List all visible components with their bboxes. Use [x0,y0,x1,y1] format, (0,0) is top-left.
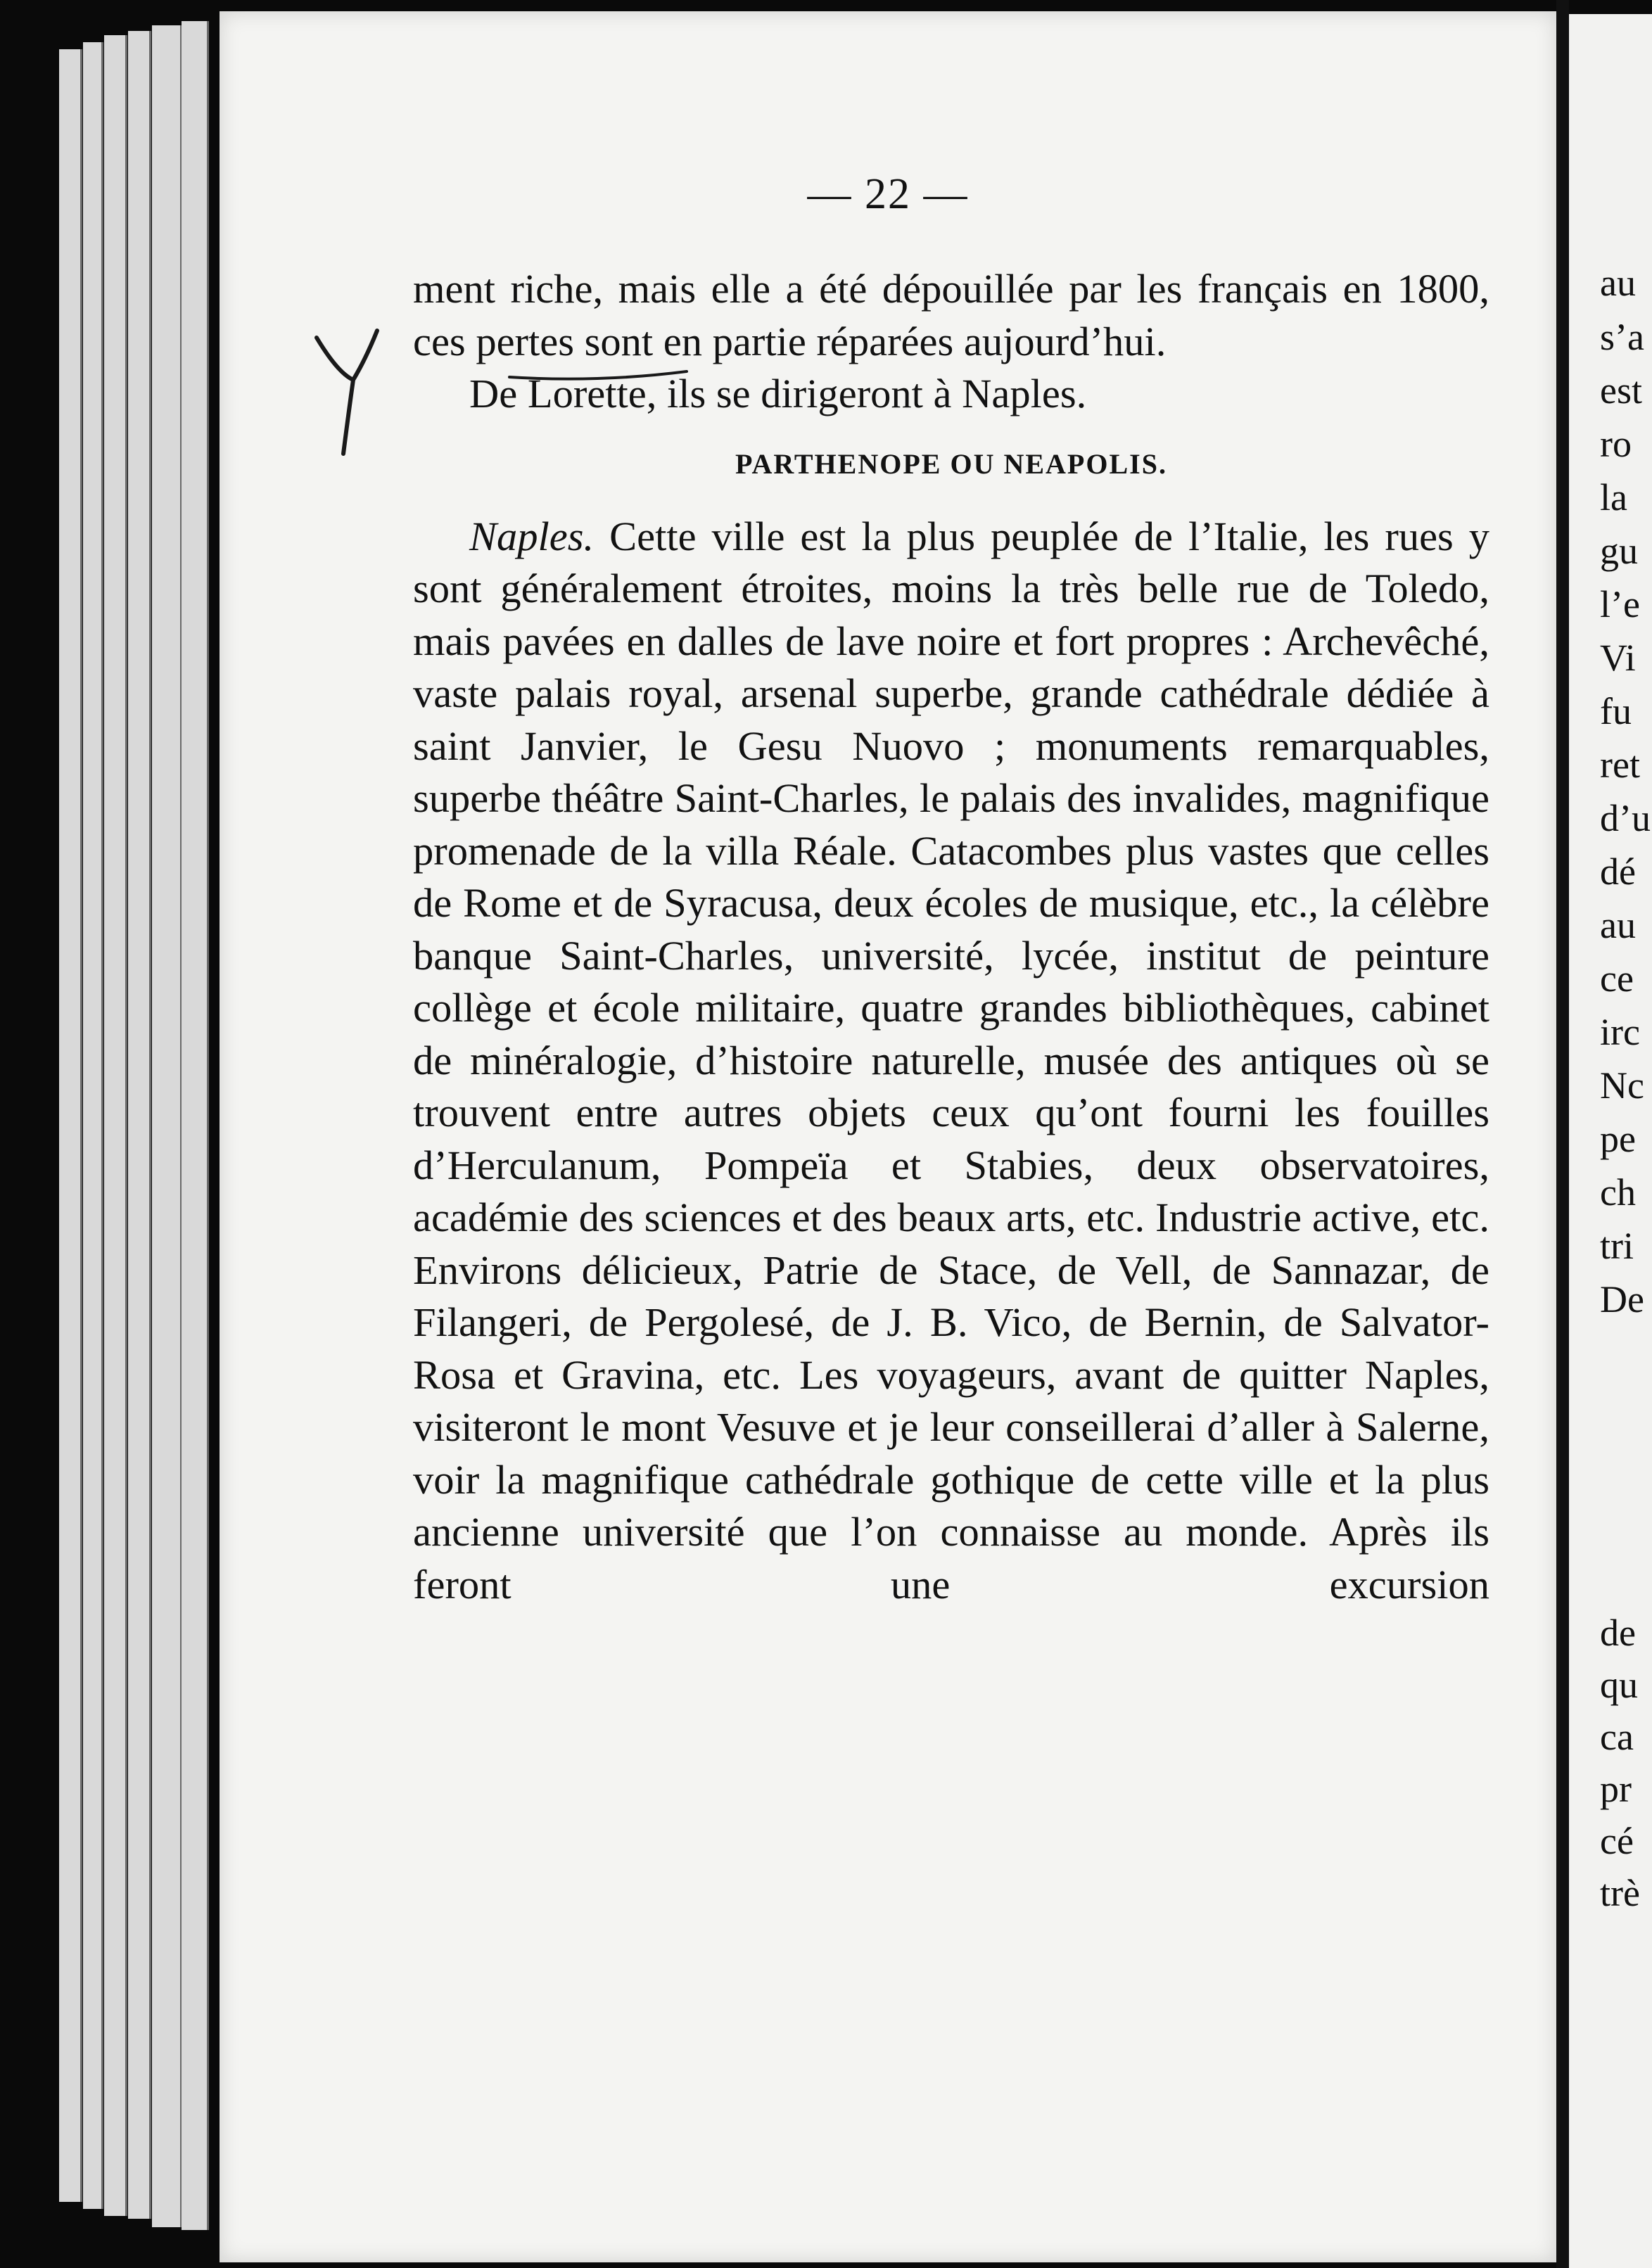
place-name: Naples. [469,513,595,559]
page-edge [104,35,127,2216]
adjacent-page-word-fragment: cé [1600,1820,1634,1862]
paragraph-naples [413,511,1489,1612]
page-number: — 22 — [807,170,969,218]
adjacent-page-word-fragment: pe [1600,1118,1636,1160]
page-edge [152,25,182,2227]
paragraph-lorette: De Lorette, ils se dirigeront à Naples. [469,371,1087,416]
adjacent-page-word-fragment: ret [1600,744,1640,786]
adjacent-page-word-fragment: dé [1600,850,1636,893]
adjacent-page-word-fragment: au [1600,904,1636,946]
adjacent-page-word-fragment: ca [1600,1716,1634,1758]
adjacent-page-word-fragment: tri [1600,1225,1634,1267]
adjacent-page-word-fragment: gu [1600,530,1638,572]
book-page [220,11,1556,2262]
paragraph-naples-text: Cette ville est la plus peuplée de l’Italie, les rues y sont généralement étroites, moins la très belle rue de Toledo, mais pavées en dalles de lave noire et fort propres : Archevêché, vaste palais royal, arsenal superbe, grande cathédrale dédiée à saint Janvier, le Gesu Nuovo ; monuments remarquables, superbe théâtre Saint-Charles, le palais des invalides, magnifique promenade de la villa Réale. Catacombes plus vastes que celles de Rome et de Syracusa, deux écoles de musique, etc., la célèbre banque Saint-Charles, université, lycée, institut de peinture collège et école militaire, quatre grandes bibliothèques, cabinet de minéralogie, d’histoire naturelle, musée des antiques où se trouvent entre autres objets ceux qu’ont fourni les fouilles d’Herculanum, Pompeïa et Stabies, deux observatoires, académie des sciences et des beaux arts, etc. Industrie active, etc. Environs délicieux, Patrie de Stace, de Vell, de Sannazar, de Filangeri, de Pergolesé, de J. B. Vico, de Bernin, de Salvator-Rosa et Gravina, etc. Les voyageurs, avant de quitter Naples, visiteront le mont Vesuve et je leur conseillerai d’aller à Salerne, voir la magnifique cathédrale gothique de cette ville et la plus ancienne université que l’on connaisse au monde. Après ils feront une excursion [413,513,1490,1607]
page-edge [182,21,209,2230]
adjacent-page-word-fragment: s’a [1600,316,1644,358]
adjacent-page-word-fragment: ce [1600,957,1634,1000]
paragraph-continued: ment riche, mais elle a été dépouillée par les français en 1800, ces pertes sont en partie réparées aujourd’hui. [413,266,1489,364]
adjacent-page-word-fragment: trè [1600,1872,1640,1914]
adjacent-page-word-fragment: pr [1600,1768,1632,1810]
adjacent-page-word-fragment: fu [1600,690,1632,732]
adjacent-page-word-fragment: qu [1600,1664,1638,1706]
adjacent-page-word-fragment: De [1600,1278,1644,1320]
handwritten-underline [507,359,690,387]
adjacent-page-word-fragment: ch [1600,1171,1636,1213]
adjacent-page-word-fragment: Vi [1600,637,1636,679]
page-edge [83,42,103,2209]
adjacent-page-word-fragment: d’u [1600,797,1651,839]
adjacent-page-fragment [1569,14,1652,2268]
page-body [413,263,1489,1611]
adjacent-page-word-fragment: est [1600,369,1642,412]
adjacent-page-word-fragment: la [1600,476,1627,518]
adjacent-page-word-fragment: au [1600,262,1636,304]
gutter-shadow [1556,0,1569,2268]
adjacent-page-word-fragment: de [1600,1612,1636,1654]
handwritten-margin-mark [310,324,387,457]
page-edge [59,49,82,2202]
section-heading: PARTHENOPE OU NEAPOLIS. [735,447,1167,480]
adjacent-page-word-fragment: Nc [1600,1064,1644,1107]
adjacent-page-word-fragment: l’e [1600,583,1640,625]
adjacent-page-word-fragment: irc [1600,1011,1640,1053]
adjacent-page-word-fragment: ro [1600,423,1632,465]
page-edge [128,31,151,2219]
